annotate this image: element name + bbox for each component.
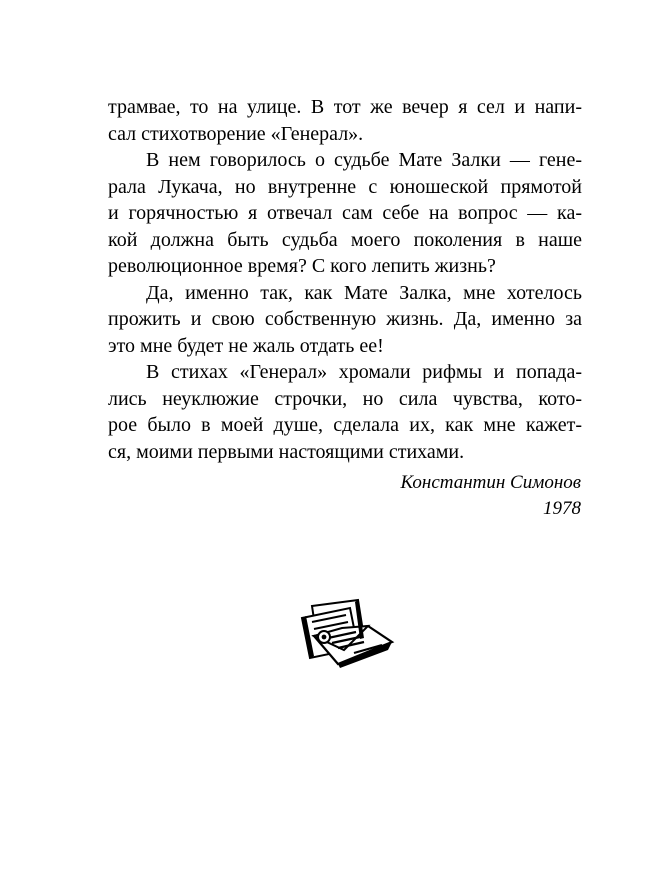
text-line: рое было в моей душе, сделала их, как мне кажет- — [108, 414, 582, 436]
text-line: ся, моими первыми настоящими стихами. — [108, 440, 465, 463]
papers-stack-icon — [298, 598, 396, 668]
text-line: революционное время? С кого лепить жизнь? — [108, 255, 496, 277]
author-name: Константин Симонов — [400, 472, 581, 493]
text-line: Да, именно так, как Мате Залка, мне хотелось — [146, 281, 582, 304]
text-line: В нем говорилось о судьбе Мате Залки — гене- — [146, 149, 582, 171]
text-line: лись неуклюжие строчки, но сила чувства, кото- — [108, 387, 582, 410]
text-line: прожить и свою собственную жизнь. Да, именно за — [108, 308, 582, 330]
text-line: трамвае, то на улице. В тот же вечер я сел и напи- — [108, 96, 582, 118]
signature-year: 1978 — [543, 498, 581, 519]
text-line: и горячностью я отвечал сам себе на вопрос — ка- — [108, 202, 582, 224]
signature — [401, 470, 582, 522]
text-line: рала Лукача, но внутренне с юношеской прямотой — [108, 175, 582, 198]
body-text — [108, 94, 582, 465]
text-line: кой должна быть судьба моего поколения в наше — [108, 228, 582, 251]
text-line: сал стихотворение «Генерал». — [108, 122, 364, 145]
text-line: это мне будет не жаль отдать ее! — [108, 334, 384, 357]
text-line: В стихах «Генерал» хромали рифмы и попада- — [146, 361, 582, 383]
